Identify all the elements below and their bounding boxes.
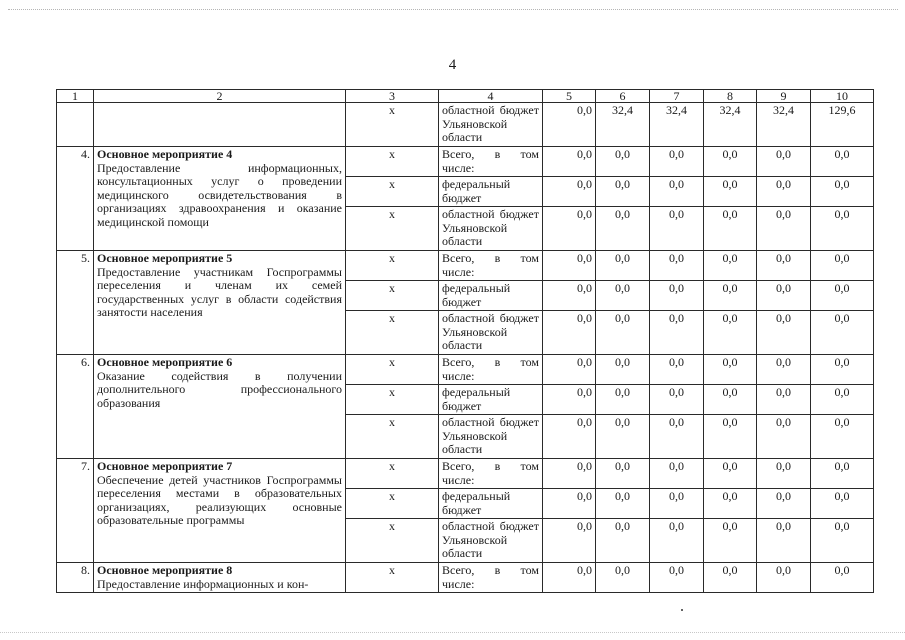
value-cell-col-5: 0,0	[543, 355, 596, 385]
value-cell-col-7: 0,0	[650, 281, 704, 311]
funding-source-cell: Всего, в том числе:	[439, 355, 543, 385]
sign-cell: х	[346, 147, 439, 177]
value-cell-col-8: 32,4	[704, 103, 757, 147]
sign-cell: х	[346, 103, 439, 147]
value-cell-col-6: 0,0	[596, 177, 650, 207]
column-number-1: 1	[57, 90, 94, 103]
column-number-2: 2	[94, 90, 346, 103]
value-cell-col-7: 0,0	[650, 311, 704, 355]
funding-source-cell: областной бюджет Ульяновской области	[439, 103, 543, 147]
funding-source-cell: федеральный бюджет	[439, 385, 543, 415]
value-cell-col-5: 0,0	[543, 177, 596, 207]
value-cell-col-9: 0,0	[757, 519, 811, 563]
event-number-cell: 8.	[57, 563, 94, 593]
event-description: Обеспечение детей участников Госпрограммы переселения местами в образовательных организациях, реализующих основные образовательные программы	[97, 472, 342, 527]
column-number-9: 9	[757, 90, 811, 103]
value-cell-col-5: 0,0	[543, 459, 596, 489]
value-cell-col-8: 0,0	[704, 563, 757, 593]
value-cell-col-9: 0,0	[757, 177, 811, 207]
value-cell-col-7: 0,0	[650, 207, 704, 251]
value-cell-col-6: 0,0	[596, 563, 650, 593]
value-cell-col-9: 32,4	[757, 103, 811, 147]
value-cell-col-5: 0,0	[543, 563, 596, 593]
value-cell-col-8: 0,0	[704, 311, 757, 355]
value-cell-col-9: 0,0	[757, 147, 811, 177]
value-cell-col-6: 0,0	[596, 355, 650, 385]
sign-cell: х	[346, 563, 439, 593]
value-cell-col-7: 0,0	[650, 147, 704, 177]
event-description: Предоставление участникам Госпрограммы переселения и членам их семей государственных услуг в области содействия занятости населения	[97, 264, 342, 319]
value-cell-col-6: 0,0	[596, 459, 650, 489]
column-number-3: 3	[346, 90, 439, 103]
value-cell-col-6: 0,0	[596, 281, 650, 311]
continuation-num-cell	[57, 103, 94, 147]
value-cell-col-8: 0,0	[704, 281, 757, 311]
event-number-cell: 6.	[57, 355, 94, 459]
value-cell-col-5: 0,0	[543, 415, 596, 459]
column-number-5: 5	[543, 90, 596, 103]
event-number-cell: 5.	[57, 251, 94, 355]
value-cell-col-9: 0,0	[757, 207, 811, 251]
funding-source-cell: федеральный бюджет	[439, 281, 543, 311]
column-number-10: 10	[811, 90, 874, 103]
sign-cell: х	[346, 177, 439, 207]
column-number-7: 7	[650, 90, 704, 103]
sign-cell: х	[346, 207, 439, 251]
column-number-4: 4	[439, 90, 543, 103]
value-cell-col-5: 0,0	[543, 281, 596, 311]
value-cell-col-7: 0,0	[650, 415, 704, 459]
event-number-cell: 7.	[57, 459, 94, 563]
sign-cell: х	[346, 385, 439, 415]
event-description: Предоставление информационных, консультационных услуг о проведении медицинского освидетельствования в организациях здравоохранения и оказание медицинской помощи	[97, 160, 342, 229]
value-cell-col-10: 0,0	[811, 563, 874, 593]
sign-cell: х	[346, 251, 439, 281]
event-name-cell	[94, 459, 346, 563]
value-cell-col-9: 0,0	[757, 489, 811, 519]
value-cell-col-6: 0,0	[596, 415, 650, 459]
funding-source-cell: областной бюджет Ульяновской области	[439, 311, 543, 355]
event-title: Основное мероприятие 5	[97, 251, 233, 265]
funding-source-cell: федеральный бюджет	[439, 177, 543, 207]
value-cell-col-8: 0,0	[704, 355, 757, 385]
value-cell-col-10: 0,0	[811, 385, 874, 415]
value-cell-col-6: 0,0	[596, 147, 650, 177]
value-cell-col-10: 0,0	[811, 207, 874, 251]
sign-cell: х	[346, 459, 439, 489]
sign-cell: х	[346, 519, 439, 563]
event-row	[57, 251, 874, 281]
value-cell-col-10: 0,0	[811, 459, 874, 489]
event-name-cell	[94, 251, 346, 355]
value-cell-col-10: 0,0	[811, 519, 874, 563]
value-cell-col-7: 0,0	[650, 459, 704, 489]
value-cell-col-6: 0,0	[596, 519, 650, 563]
value-cell-col-6: 0,0	[596, 311, 650, 355]
value-cell-col-6: 0,0	[596, 251, 650, 281]
event-description: Оказание содействия в получении дополнительного профессионального образования	[97, 368, 342, 410]
scan-edge-bottom	[0, 632, 905, 633]
value-cell-col-7: 0,0	[650, 385, 704, 415]
value-cell-col-9: 0,0	[757, 311, 811, 355]
value-cell-col-10: 0,0	[811, 311, 874, 355]
value-cell-col-8: 0,0	[704, 147, 757, 177]
event-title: Основное мероприятие 7	[97, 459, 233, 473]
value-cell-col-8: 0,0	[704, 415, 757, 459]
event-row	[57, 355, 874, 385]
value-cell-col-7: 0,0	[650, 489, 704, 519]
value-cell-col-10: 129,6	[811, 103, 874, 147]
event-title: Основное мероприятие 4	[97, 147, 233, 161]
value-cell-col-5: 0,0	[543, 311, 596, 355]
funding-source-cell: Всего, в том числе:	[439, 251, 543, 281]
value-cell-col-7: 0,0	[650, 177, 704, 207]
page-number: 4	[448, 57, 457, 73]
value-cell-col-10: 0,0	[811, 281, 874, 311]
value-cell-col-7: 0,0	[650, 519, 704, 563]
value-cell-col-9: 0,0	[757, 281, 811, 311]
value-cell-col-5: 0,0	[543, 385, 596, 415]
funding-source-cell: областной бюджет Ульяновской области	[439, 415, 543, 459]
funding-table-body	[57, 90, 874, 593]
event-description: Предоставление информационных и кон-	[97, 576, 309, 591]
event-title: Основное мероприятие 8	[97, 563, 233, 577]
funding-table	[56, 89, 874, 593]
value-cell-col-5: 0,0	[543, 103, 596, 147]
event-number-cell: 4.	[57, 147, 94, 251]
event-name-cell	[94, 147, 346, 251]
value-cell-col-10: 0,0	[811, 489, 874, 519]
funding-source-cell: федеральный бюджет	[439, 489, 543, 519]
value-cell-col-6: 0,0	[596, 207, 650, 251]
value-cell-col-8: 0,0	[704, 489, 757, 519]
continuation-name-cell	[94, 103, 346, 147]
funding-source-cell: Всего, в том числе:	[439, 459, 543, 489]
sign-cell: х	[346, 281, 439, 311]
value-cell-col-8: 0,0	[704, 385, 757, 415]
column-number-8: 8	[704, 90, 757, 103]
value-cell-col-10: 0,0	[811, 415, 874, 459]
value-cell-col-10: 0,0	[811, 177, 874, 207]
value-cell-col-10: 0,0	[811, 355, 874, 385]
value-cell-col-5: 0,0	[543, 147, 596, 177]
value-cell-col-7: 0,0	[650, 251, 704, 281]
continuation-row	[57, 103, 874, 147]
funding-source-cell: Всего, в том числе:	[439, 147, 543, 177]
value-cell-col-5: 0,0	[543, 251, 596, 281]
sign-cell: х	[346, 489, 439, 519]
value-cell-col-10: 0,0	[811, 251, 874, 281]
sign-cell: х	[346, 415, 439, 459]
scan-speck	[681, 609, 683, 611]
value-cell-col-8: 0,0	[704, 251, 757, 281]
funding-source-cell: областной бюджет Ульяновской области	[439, 519, 543, 563]
value-cell-col-5: 0,0	[543, 519, 596, 563]
value-cell-col-7: 0,0	[650, 355, 704, 385]
value-cell-col-5: 0,0	[543, 489, 596, 519]
event-name-cell	[94, 355, 346, 459]
value-cell-col-10: 0,0	[811, 147, 874, 177]
event-title: Основное мероприятие 6	[97, 355, 233, 369]
value-cell-col-8: 0,0	[704, 459, 757, 489]
scan-edge-top	[8, 9, 898, 10]
value-cell-col-9: 0,0	[757, 415, 811, 459]
value-cell-col-8: 0,0	[704, 519, 757, 563]
funding-source-cell: областной бюджет Ульяновской области	[439, 207, 543, 251]
value-cell-col-7: 0,0	[650, 563, 704, 593]
value-cell-col-6: 32,4	[596, 103, 650, 147]
value-cell-col-5: 0,0	[543, 207, 596, 251]
value-cell-col-8: 0,0	[704, 207, 757, 251]
value-cell-col-9: 0,0	[757, 385, 811, 415]
value-cell-col-6: 0,0	[596, 385, 650, 415]
column-number-6: 6	[596, 90, 650, 103]
sign-cell: х	[346, 355, 439, 385]
value-cell-col-8: 0,0	[704, 177, 757, 207]
value-cell-col-9: 0,0	[757, 355, 811, 385]
event-row	[57, 563, 874, 593]
value-cell-col-6: 0,0	[596, 489, 650, 519]
event-row	[57, 459, 874, 489]
funding-source-cell: Всего, в том числе:	[439, 563, 543, 593]
column-number-row	[57, 90, 874, 103]
value-cell-col-9: 0,0	[757, 563, 811, 593]
event-name-cell	[94, 563, 346, 593]
value-cell-col-7: 32,4	[650, 103, 704, 147]
value-cell-col-9: 0,0	[757, 459, 811, 489]
event-row	[57, 147, 874, 177]
value-cell-col-9: 0,0	[757, 251, 811, 281]
sign-cell: х	[346, 311, 439, 355]
